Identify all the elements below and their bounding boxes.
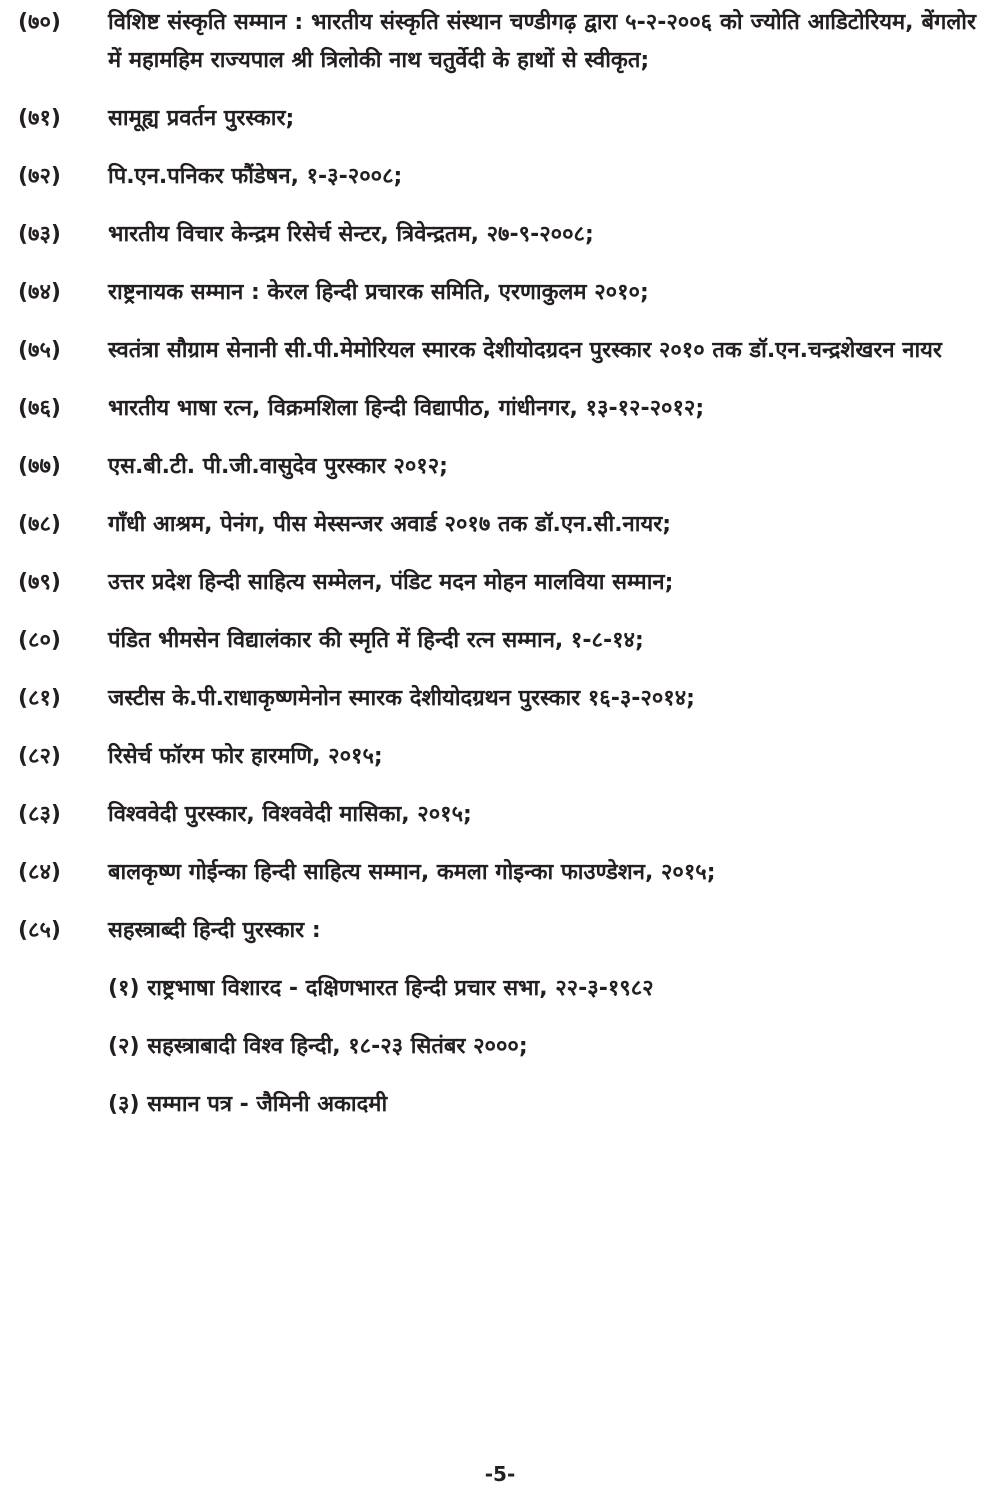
sub-list-item: (२) सहस्त्राबादी विश्व हिन्दी, १८-२३ सितंबर २०००;	[108, 1034, 528, 1059]
list-item	[18, 4, 976, 80]
item-number: (७७)	[18, 454, 61, 479]
item-text: सामूह्य प्रवर्तन पुरस्कार;	[108, 106, 295, 131]
item-number: (७१)	[18, 106, 61, 131]
item-text: भारतीय विचार केन्द्रम रिसेर्च सेन्टर, त्रिवेन्द्रतम, २७-९-२००८;	[108, 222, 594, 247]
item-number: (७४)	[18, 280, 61, 305]
item-text: राष्ट्रनायक सम्मान : केरल हिन्दी प्रचारक समिति, एरणाकुलम २०१०;	[108, 280, 649, 305]
item-number: (८५)	[18, 918, 61, 943]
item-number: (७०)	[18, 10, 61, 35]
list-item	[18, 912, 976, 950]
list-item	[18, 680, 976, 718]
list-item	[18, 100, 976, 138]
sub-list-item: (३) सम्मान पत्र - जैमिनी अकादमी	[108, 1092, 388, 1117]
list-item	[18, 332, 976, 370]
list-item	[18, 854, 976, 892]
item-text: सहस्त्राब्दी हिन्दी पुरस्कार :	[108, 918, 321, 943]
item-number: (८३)	[18, 802, 61, 827]
item-number: (७२)	[18, 164, 61, 189]
item-text: विशिष्ट संस्कृति सम्मान : भारतीय संस्कृति संस्थान चण्डीगढ़ द्वारा ५-२-२००६ को ज्योति आडिटोरियम, बेंगलोर में महामहिम राज्यपाल श्री त्रिलोकी नाथ चतुर्वेदी के हाथों से स्वीकृत;	[108, 10, 976, 73]
item-number: (७८)	[18, 512, 61, 537]
page-number: -5-	[484, 1462, 516, 1486]
item-text: विश्ववेदी पुरस्कार, विश्ववेदी मासिका, २०१५;	[108, 802, 472, 827]
item-text: जस्टीस के.पी.राधाकृष्णमेनोन स्मारक देशीयोदग्रथन पुरस्कार १६-३-२०१४;	[108, 686, 695, 711]
item-text: बालकृष्ण गोईन्का हिन्दी साहित्य सम्मान, कमला गोइन्का फाउण्डेशन, २०१५;	[108, 860, 716, 885]
list-item	[18, 564, 976, 602]
item-number: (८२)	[18, 744, 61, 769]
award-list	[18, 4, 976, 1144]
list-item	[18, 622, 976, 660]
item-number: (७६)	[18, 396, 61, 421]
item-number: (७९)	[18, 570, 61, 595]
item-text: गाँधी आश्रम, पेनंग, पीस मेस्सन्जर अवार्ड २०१७ तक डॉ.एन.सी.नायर;	[108, 512, 672, 537]
item-number: (८०)	[18, 628, 61, 653]
item-text: स्वतंत्रा सौग्राम सेनानी सी.पी.मेमोरियल स्मारक देशीयोदग्रदन पुरस्कार २०१० तक डॉ.एन.चन्द्रशेखरन नायर	[108, 338, 942, 363]
list-item	[18, 506, 976, 544]
list-item	[18, 274, 976, 312]
list-item	[18, 390, 976, 428]
list-item	[18, 448, 976, 486]
item-text: पंडित भीमसेन विद्यालंकार की स्मृति में हिन्दी रत्न सम्मान, १-८-१४;	[108, 628, 644, 653]
item-text: रिसेर्च फॉरम फोर हारमणि, २०१५;	[108, 744, 383, 769]
item-text: उत्तर प्रदेश हिन्दी साहित्य सम्मेलन, पंडिट मदन मोहन मालविया सम्मान;	[108, 570, 674, 595]
item-text: एस.बी.टी. पी.जी.वासुदेव पुरस्कार २०१२;	[108, 454, 448, 479]
item-number: (७५)	[18, 338, 61, 363]
item-number: (७३)	[18, 222, 61, 247]
item-text: पि.एन.पनिकर फौंडेषन, १-३-२००८;	[108, 164, 403, 189]
sub-list-item: (१) राष्ट्रभाषा विशारद - दक्षिणभारत हिन्दी प्रचार सभा, २२-३-१९८२	[108, 976, 654, 1001]
item-number: (८४)	[18, 860, 61, 885]
list-item	[18, 158, 976, 196]
list-item	[18, 796, 976, 834]
list-item	[18, 216, 976, 254]
list-item	[18, 738, 976, 776]
item-number: (८१)	[18, 686, 61, 711]
item-text: भारतीय भाषा रत्न, विक्रमशिला हिन्दी विद्यापीठ, गांधीनगर, १३-१२-२०१२;	[108, 396, 705, 421]
